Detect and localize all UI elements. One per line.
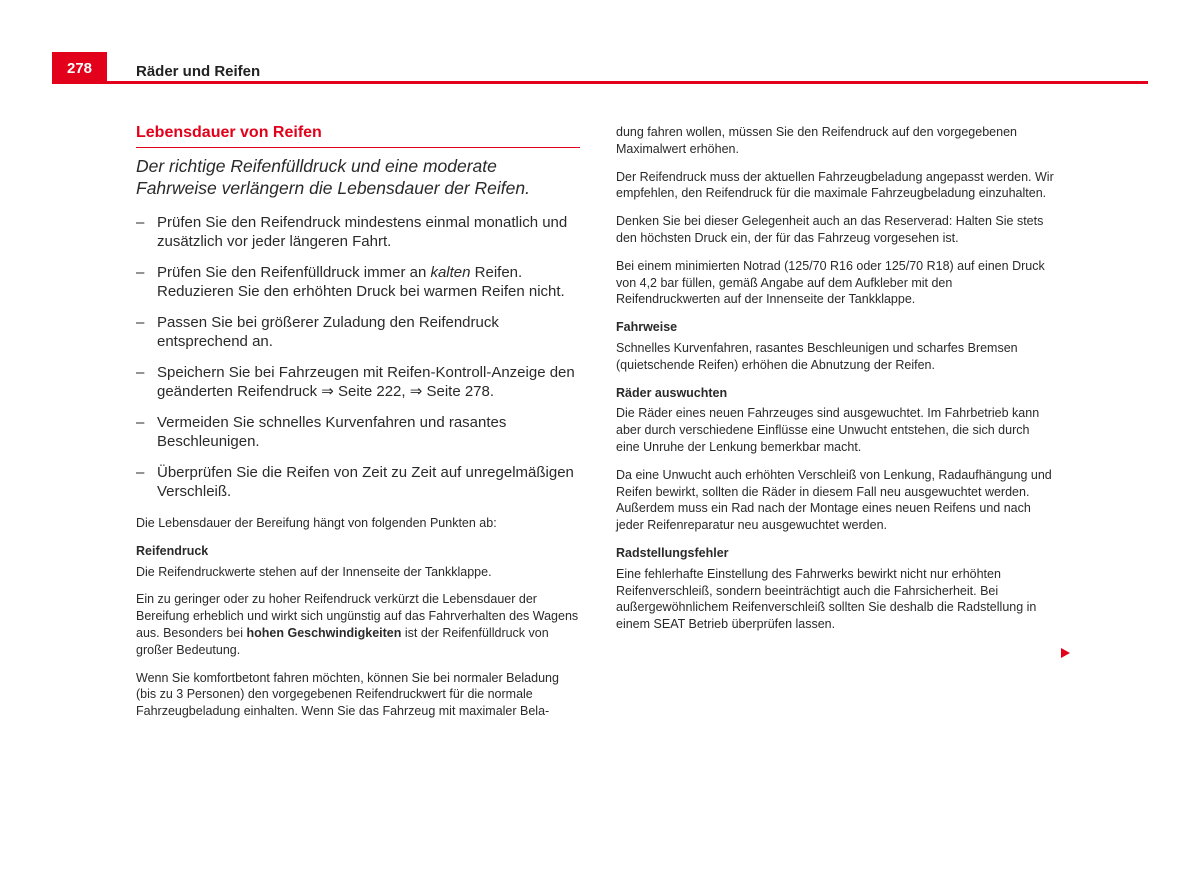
list-item-text: Passen Sie bei größerer Zuladung den Reifendruck entsprechend an. bbox=[157, 314, 499, 350]
paragraph: Da eine Unwucht auch erhöhten Verschleiß von Lenkung, Radaufhängung und Reifen bewirkt, sollten die Räder in diesem Fall neu ausgewuchtet werden. Außerdem muss ein Rad nach der Montage eines neuen Reifens und nach jeder Reifenreparatur neu ausgewuchtet werden. bbox=[616, 467, 1052, 533]
paragraph: Die Räder eines neuen Fahrzeuges sind ausgewuchtet. Im Fahrbetrieb kann aber durch verschiedene Einflüsse eine Unwucht entstehen, die sich durch eine Unruhe der Lenkung bemerkbar macht. bbox=[616, 406, 1040, 454]
intro-text: Der richtige Reifenfülldruck und eine moderate Fahrweise verlängern die Lebensdauer der Reifen. bbox=[136, 156, 530, 198]
list-item-text: Speichern Sie bei Fahrzeugen mit Reifen-Kontroll-Anzeige den geänderten Reifendruck ⇒ Seite 222, ⇒ Seite 278. bbox=[157, 364, 575, 400]
list-item: – Speichern Sie bei Fahrzeugen mit Reifen-Kontroll-Anzeige den geänderten Reifendruck ⇒ Seite 222, ⇒ Seite 278. bbox=[136, 364, 575, 400]
page-number: 278 bbox=[52, 52, 107, 84]
paragraph: dung fahren wollen, müssen Sie den Reifendruck auf den vorgegebenen Maximalwert erhöhen. bbox=[616, 125, 1017, 156]
paragraph: Der Reifendruck muss der aktuellen Fahrzeugbeladung angepasst werden. Wir empfehlen, den Reifendruck für die maximale Fahrzeugbeladung einzuhalten. bbox=[616, 169, 1054, 201]
continue-arrow-icon bbox=[1061, 648, 1070, 658]
left-column bbox=[136, 124, 580, 720]
subheading-reifendruck: Reifendruck bbox=[136, 543, 209, 558]
paragraph: Ein zu geringer oder zu hoher Reifendruck verkürzt die Lebensdauer der Bereifung erheblich und wirkt sich ungünstig auf das Fahrverhalten des Wagens aus. Besonders bei hohen Geschwindigkeiten ist der Reifenfülldruck von großer Bedeutung. bbox=[136, 592, 579, 657]
list-item-text: Überprüfen Sie die Reifen von Zeit zu Zeit auf unregelmäßigen Verschleiß. bbox=[157, 464, 574, 500]
chapter-title: Räder und Reifen bbox=[136, 63, 261, 80]
subheading-auswuchten: Räder auswuchten bbox=[616, 385, 728, 400]
subheading-fahrweise: Fahrweise bbox=[616, 320, 678, 335]
paragraph: Bei einem minimierten Notrad (125/70 R16 oder 125/70 R18) auf einen Druck von 4,2 bar füllen, gemäß Angabe auf dem Aufkleber mit den Reifendruckwerten auf der Innenseite der Tankklappe. bbox=[616, 258, 1045, 307]
paragraph: Eine fehlerhafte Einstellung des Fahrwerks bewirkt nicht nur erhöhten Reifenverschleiß, sondern beeinträchtigt auch die Fahrsicherheit. Bei außergewöhnlichem Reifenverschleiß sollten Sie deshalb die Radstellung in einem SEAT Betrieb überprüfen lassen. bbox=[616, 566, 1037, 632]
paragraph: Schnelles Kurvenfahren, rasantes Beschleunigen und scharfes Bremsen (quietschende Reifen) erhöhen die Abnutzung der Reifen. bbox=[616, 340, 1018, 372]
list-item: – Prüfen Sie den Reifenfülldruck immer an kalten Reifen. Reduzieren Sie den erhöhten Druck bei warmen Reifen nicht. bbox=[136, 264, 565, 300]
emphasis-kalten: kalten bbox=[430, 264, 471, 281]
paragraph: Wenn Sie komfortbetont fahren möchten, können Sie bei normaler Beladung (bis zu 3 Personen) den vorgegebenen Reifendruckwert für die normale Fahrzeugbeladung einhalten. Wenn Sie das Fahrzeug mit maximaler Bela- bbox=[136, 670, 559, 719]
instruction-list bbox=[136, 213, 580, 501]
subheading-radstellung: Radstellungsfehler bbox=[616, 545, 729, 560]
section-title: Lebensdauer von Reifen bbox=[136, 124, 580, 148]
paragraph: Denken Sie bei dieser Gelegenheit auch an das Reserverad: Halten Sie stets den höchsten Druck ein, der für das Fahrzeug vorgesehen ist. bbox=[616, 214, 1044, 245]
header-divider bbox=[107, 81, 1148, 84]
list-item-text: Vermeiden Sie schnelles Kurvenfahren und rasantes Beschleunigen. bbox=[157, 414, 507, 450]
lead-paragraph: Die Lebensdauer der Bereifung hängt von folgenden Punkten ab: bbox=[136, 516, 497, 530]
list-item-text: Prüfen Sie den Reifendruck mindestens einmal monatlich und zusätzlich vor jeder längeren Fahrt. bbox=[157, 214, 568, 250]
list-item: – Überprüfen Sie die Reifen von Zeit zu Zeit auf unregelmäßigen Verschleiß. bbox=[136, 464, 574, 500]
paragraph: Die Reifendruckwerte stehen auf der Innenseite der Tankklappe. bbox=[136, 564, 492, 579]
right-column bbox=[616, 124, 1056, 633]
bold-phrase: hohen Geschwindigkeiten bbox=[246, 625, 402, 640]
list-item-text: Prüfen Sie den Reifenfülldruck immer an kalten Reifen. Reduzieren Sie den erhöhten Druck bei warmen Reifen nicht. bbox=[157, 264, 565, 300]
list-item: – Vermeiden Sie schnelles Kurvenfahren und rasantes Beschleunigen. bbox=[136, 414, 507, 450]
list-item: – Passen Sie bei größerer Zuladung den Reifendruck entsprechend an. bbox=[136, 314, 499, 350]
list-item: – Prüfen Sie den Reifendruck mindestens einmal monatlich und zusätzlich vor jeder längeren Fahrt. bbox=[136, 214, 568, 250]
